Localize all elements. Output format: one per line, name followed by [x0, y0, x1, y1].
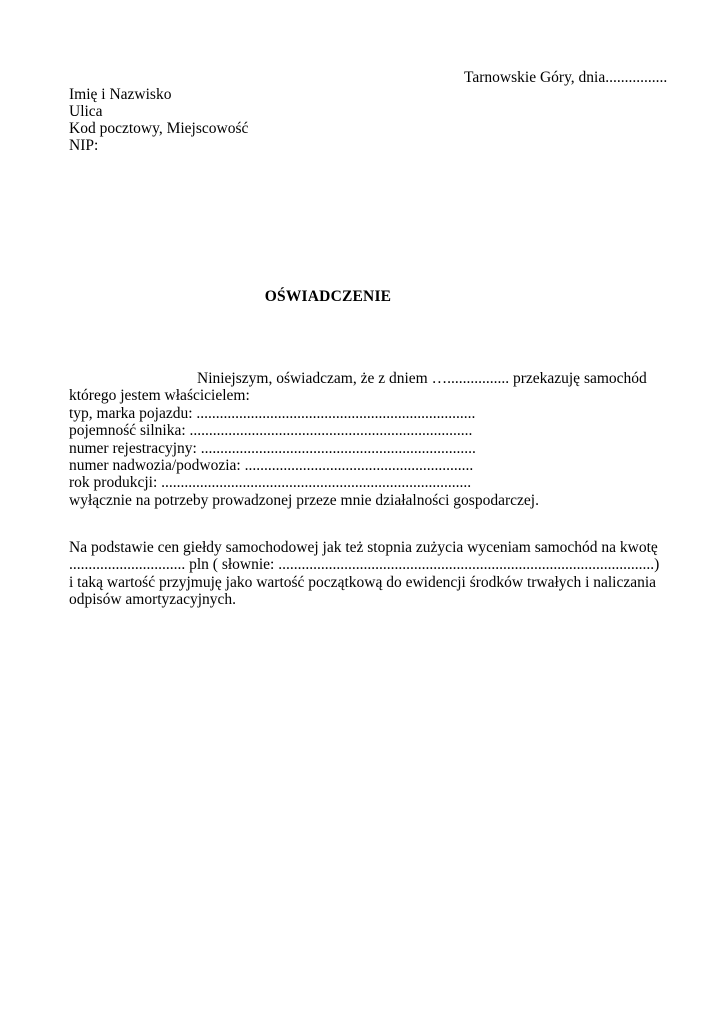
vehicle-type-line: typ, marka pojazdu: ........................................................................	[69, 404, 476, 422]
valuation-amount-line: .............................. pln ( słownie: .................................................................................................)	[69, 556, 660, 574]
chassis-number-line: numer nadwozia/podwozia: ...........................................................	[69, 457, 474, 475]
statement-intro: Niniejszym, oświadczam, że z dniem …................ przekazuję samochód	[197, 370, 647, 387]
place-date-line: Tarnowskie Góry, dnia................	[464, 69, 668, 86]
sender-postal-city: Kod pocztowy, Miejscowość	[69, 120, 249, 137]
sender-name: Imię i Nazwisko	[69, 86, 172, 103]
valuation-block	[69, 539, 660, 609]
purpose-line: wyłącznie na potrzeby prowadzonej przeze mnie działalności gospodarczej.	[69, 491, 539, 509]
valuation-line-1: Na podstawie cen giełdy samochodowej jak też stopnia zużycia wyceniam samochód na kwotę	[69, 539, 658, 556]
production-year-line: rok produkcji: ................................................................................	[69, 474, 472, 492]
registration-number-line: numer rejestracyjny: .......................................................................	[69, 439, 476, 457]
engine-capacity-line: pojemność silnika: .........................................................................	[69, 422, 473, 440]
statement-block	[69, 370, 649, 509]
valuation-line-4: odpisów amortyzacyjnych.	[69, 591, 237, 609]
statement-intro-cont: którego jestem właścicielem:	[69, 387, 250, 405]
document-title-text: OŚWIADCZENIE	[264, 288, 392, 305]
valuation-line-3: i taką wartość przyjmuję jako wartość początkową do ewidencji środków trwałych i naliczania	[69, 573, 657, 591]
sender-street: Ulica	[69, 103, 103, 120]
document-title	[0, 288, 656, 305]
sender-nip: NIP:	[69, 137, 99, 154]
sender-block	[69, 86, 248, 154]
